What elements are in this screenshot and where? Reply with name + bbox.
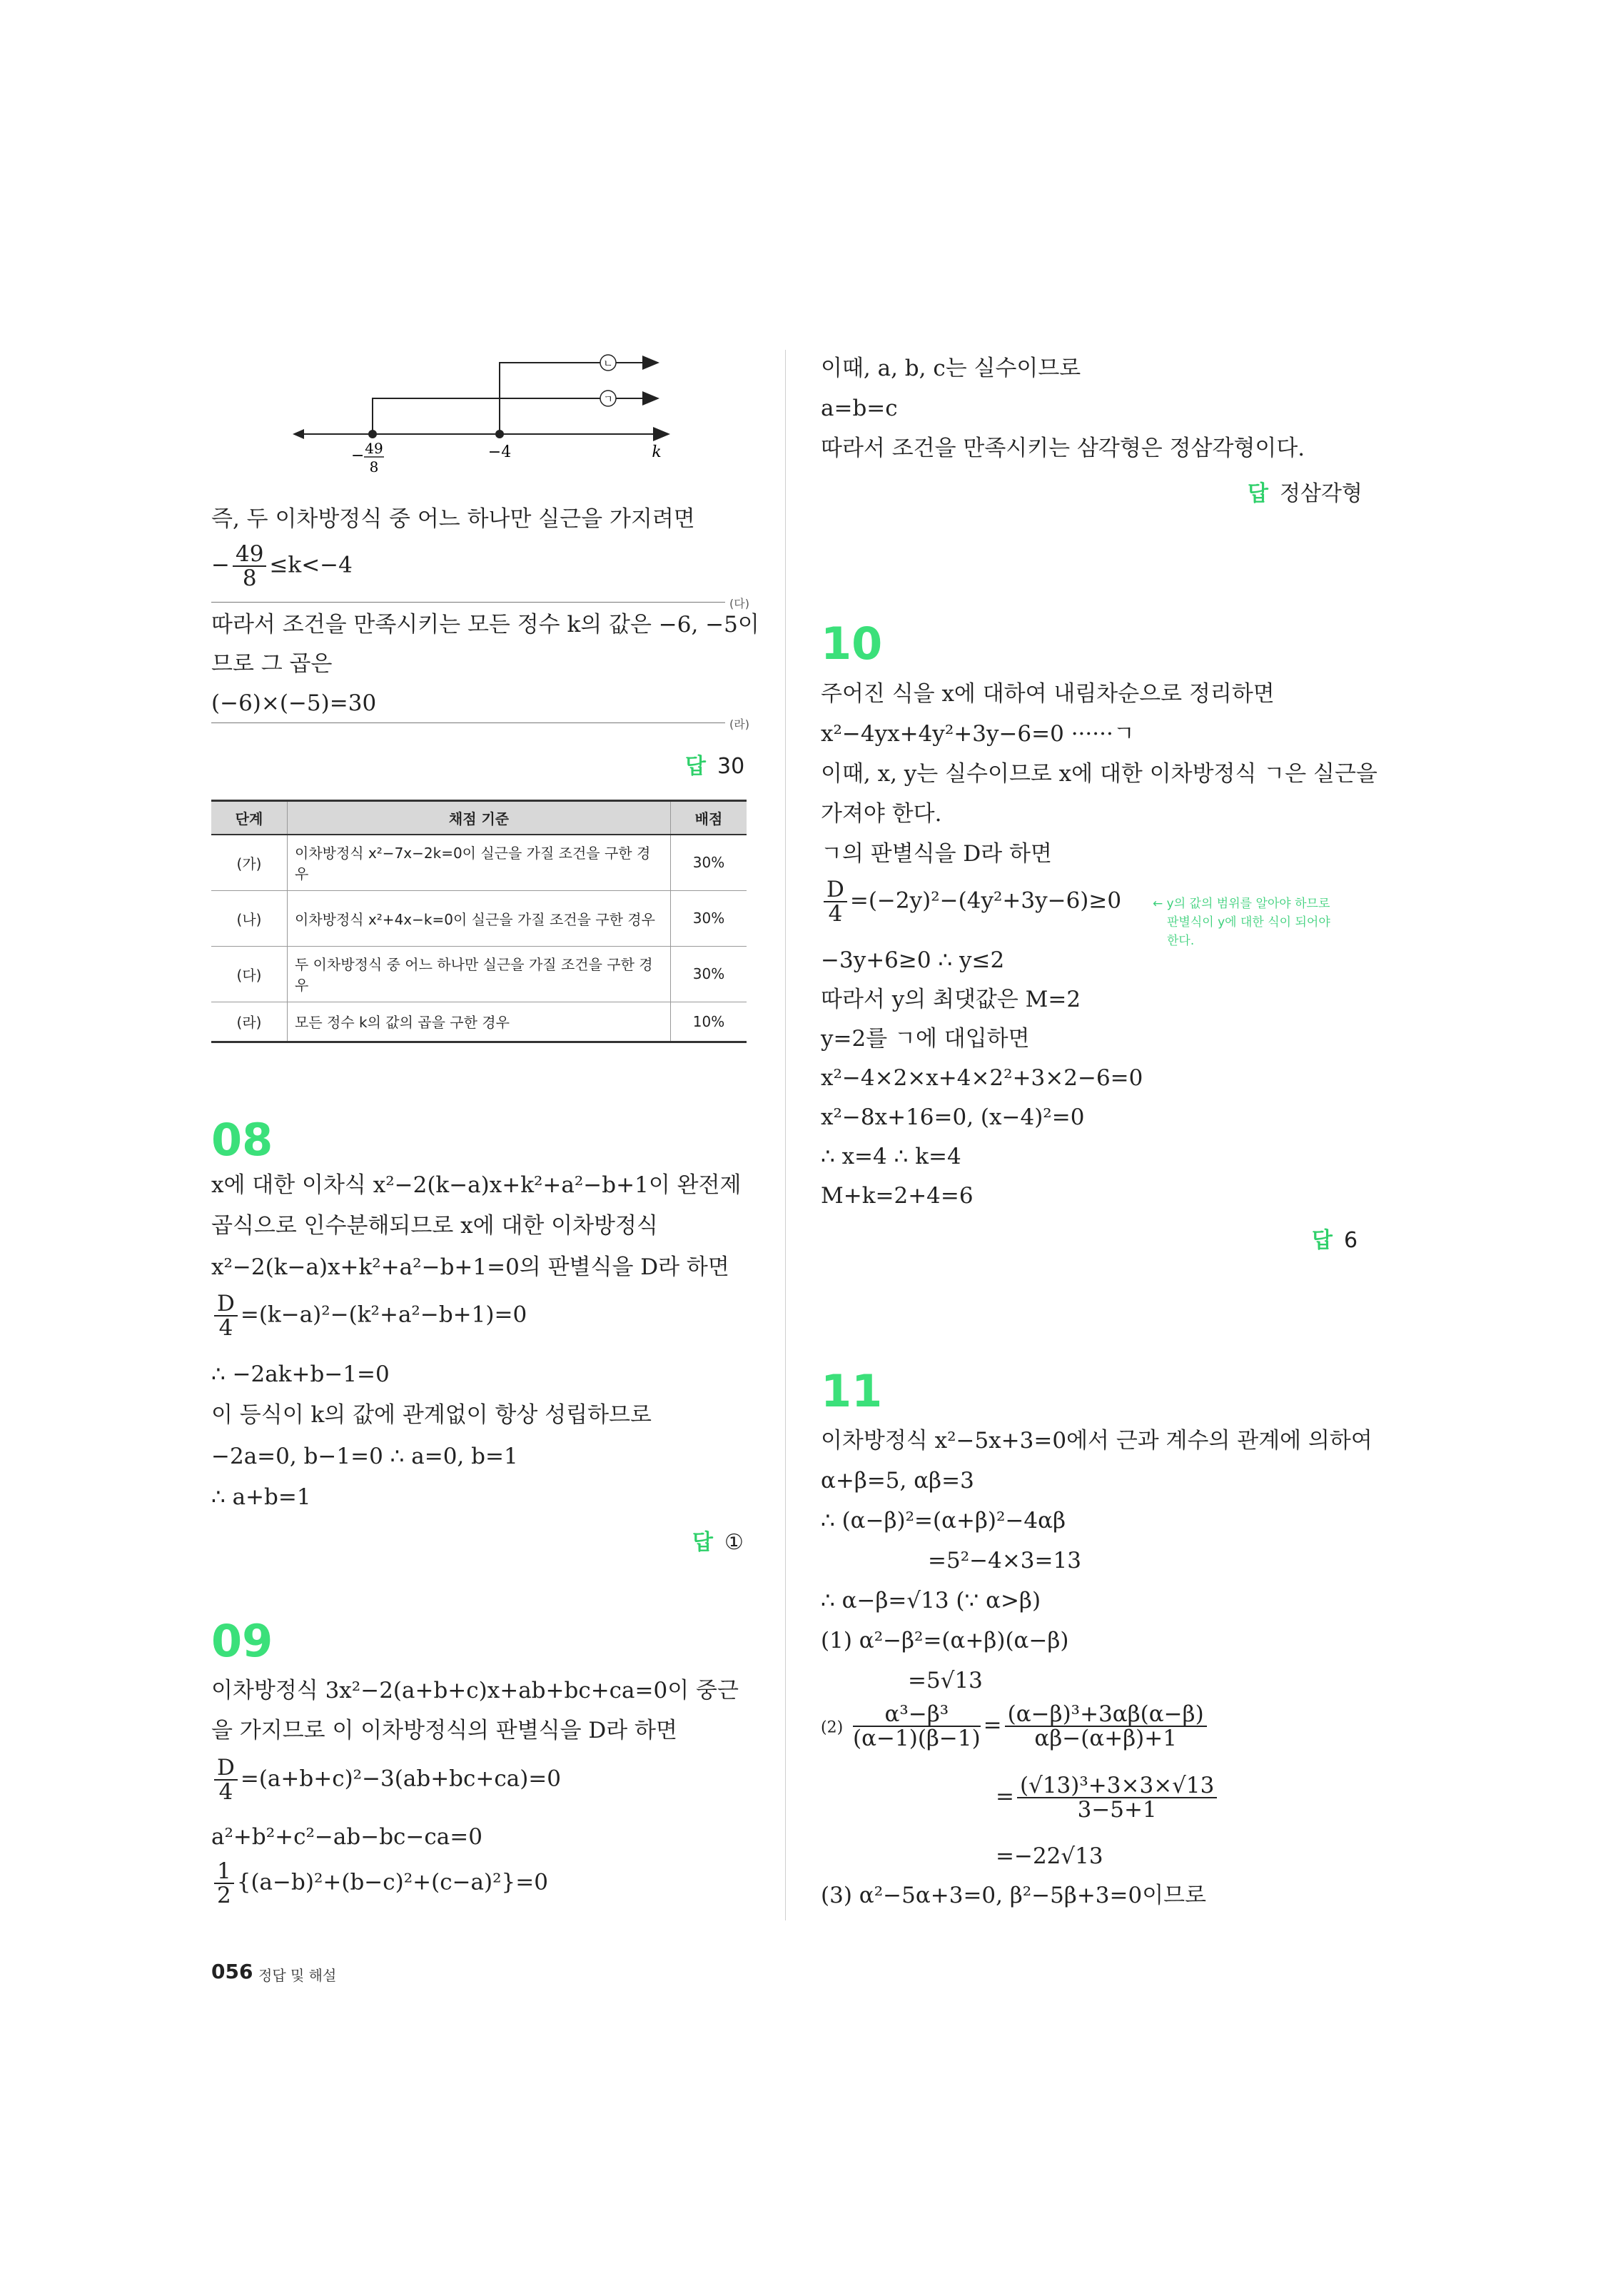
p08-line-5: ∴ −2ak+b−1=0 (211, 1361, 390, 1387)
footer-title: 정답 및 해설 (258, 1967, 337, 1984)
right-line-1: 이때, a, b, c는 실수이므로 (821, 356, 1081, 381)
left-l2-rest: ≤k<−4 (269, 552, 353, 578)
table-row (211, 1002, 747, 1042)
p10-line-13: M+k=2+4=6 (821, 1183, 974, 1209)
table-row (211, 946, 747, 1002)
table-cell: (나) (211, 890, 288, 946)
tick-k: k (652, 443, 662, 461)
answer-09: 답 정삼각형 (1248, 481, 1362, 506)
p10-line-7: −3y+6≥0 ∴ y≤2 (821, 947, 1005, 973)
p09-line-1: 이차방정식 3x²−2(a+b+c)x+ab+bc+ca=0이 중근 (211, 1678, 739, 1703)
p08-line-7: −2a=0, b−1=0 ∴ a=0, b=1 (211, 1444, 518, 1469)
p10-line-10: x²−4×2×x+4×2²+3×2−6=0 (821, 1065, 1143, 1091)
answer-07: 답 30 (685, 754, 745, 779)
table-cell: 두 이차방정식 중 어느 하나만 실근을 가질 조건을 구한 경우 (288, 946, 671, 1002)
p09-line-4: a²+b²+c²−ab−bc−ca=0 (211, 1824, 482, 1850)
tick-sign: − (351, 447, 365, 465)
left-line-1: 즉, 두 이차방정식 중 어느 하나만 실근을 가지려면 (211, 506, 695, 532)
p11-line-7: =5√13 (908, 1668, 983, 1693)
left-l2-sign: − (211, 552, 230, 578)
problem-number-09: 09 (211, 1615, 273, 1667)
p10-line-9: y=2를 ㄱ에 대입하면 (821, 1026, 1030, 1052)
right-line-3: 따라서 조건을 만족시키는 삼각형은 정삼각형이다. (821, 435, 1305, 461)
p10-line-3: 이때, x, y는 실수이므로 x에 대한 이차방정식 ㄱ은 실근을 (821, 761, 1377, 787)
table-cell: 모든 정수 k의 값의 곱을 구한 경우 (288, 1002, 671, 1042)
p08-line-8: ∴ a+b=1 (211, 1484, 311, 1510)
p09-line-2: 을 가지므로 이 이차방정식의 판별식을 D라 하면 (211, 1718, 677, 1743)
p11-line-9: = $\frac{\text{(√13)³+3×3×√13}}{3-5+1}$ (996, 1774, 1220, 1821)
table-header: 단계 (211, 801, 288, 835)
right-line-2: a=b=c (821, 396, 898, 421)
label-circle-b: ㄴ (603, 358, 613, 370)
p11-line-2: α+β=5, αβ=3 (821, 1468, 974, 1494)
p10-line-2: x²−4yx+4y²+3y−6=0 ······ㄱ (821, 721, 1135, 747)
table-header: 배점 (671, 801, 747, 835)
divider (211, 722, 725, 723)
side-note: ← y의 값의 범위를 알아야 하므로 판별식이 y에 대한 식이 되어야 한다. (1153, 897, 1330, 948)
marker-ra: (라) (729, 718, 749, 731)
left-line-3: 따라서 조건을 만족시키는 모든 정수 k의 값은 −6, −5이 (211, 612, 759, 638)
p11-line-4: =5²−4×3=13 (928, 1548, 1081, 1574)
table-cell: (라) (211, 1002, 288, 1042)
table-cell: 30% (671, 890, 747, 946)
table-row (211, 890, 747, 946)
table-cell: 이차방정식 x²−7x−2k=0이 실근을 가질 조건을 구한 경우 (288, 835, 671, 890)
problem-number-10: 10 (821, 618, 883, 670)
left-line-2 (211, 543, 353, 590)
p11-line-10: =−22√13 (996, 1843, 1103, 1869)
p08-line-3: x²−2(k−a)x+k²+a²−b+1=0의 판별식을 D라 하면 (211, 1254, 729, 1280)
point-neg49-8 (368, 430, 377, 438)
grading-table (211, 800, 747, 1043)
tick-neg4: −4 (487, 443, 512, 461)
p10-line-12: ∴ x=4 ∴ k=4 (821, 1144, 961, 1169)
table-cell: 이차방정식 x²+4x−k=0이 실근을 가질 조건을 구한 경우 (288, 890, 671, 946)
label-circle-a: ㄱ (603, 394, 613, 406)
table-cell: 30% (671, 835, 747, 890)
p10-line-5: ㄱ의 판별식을 D라 하면 (821, 841, 1052, 867)
p11-line-6: (1) α²−β²=(α+β)(α−β) (821, 1628, 1069, 1653)
table-cell: 10% (671, 1002, 747, 1042)
problem-number-11: 11 (821, 1365, 883, 1417)
answer-10: 답 6 (1312, 1228, 1358, 1253)
problem-number-08: 08 (211, 1114, 273, 1166)
p11-line-1: 이차방정식 x²−5x+3=0에서 근과 계수의 관계에 의하여 (821, 1428, 1372, 1454)
divider (211, 602, 725, 603)
frac-num: 49 (233, 543, 266, 567)
table-cell: (가) (211, 835, 288, 890)
point-neg4 (495, 430, 504, 438)
table-row (211, 835, 747, 890)
tick-den: 8 (369, 458, 379, 475)
p10-line-6: $\frac{D}{4}$ =(−2y)²−(4y²+3y−6)≥0 (821, 878, 1121, 925)
tick-num: 49 (365, 440, 383, 457)
marker-da: (다) (729, 597, 749, 610)
p10-line-11: x²−8x+16=0, (x−4)²=0 (821, 1104, 1085, 1130)
page-number: 056 (211, 1960, 253, 1983)
left-line-5: (−6)×(−5)=30 (211, 690, 377, 716)
p08-line-6: 이 등식이 k의 값에 관계없이 항상 성립하므로 (211, 1402, 652, 1428)
table-header: 채점 기준 (288, 801, 671, 835)
p11-line-3: ∴ (α−β)²=(α+β)²−4αβ (821, 1508, 1066, 1534)
p11-line-11: (3) α²−5α+3=0, β²−5β+3=0이므로 (821, 1883, 1207, 1908)
frac-den: 8 (242, 565, 257, 591)
p11-line-5: ∴ α−β=√13 (∵ α>β) (821, 1588, 1041, 1613)
column-divider (785, 350, 786, 1920)
p09-line-3: $\frac{D}{4}$ =(a+b+c)²−3(ab+bc+ca)=0 (211, 1756, 561, 1803)
p10-line-4: 가져야 한다. (821, 801, 942, 827)
p10-line-8: 따라서 y의 최댓값은 M=2 (821, 987, 1081, 1012)
left-line-4: 므로 그 곱은 (211, 651, 333, 677)
number-line-diagram (285, 343, 685, 485)
table-cell: 30% (671, 946, 747, 1002)
p09-line-5: $\frac{1}{2}$ {(a−b)²+(b−c)²+(c−a)²}=0 (211, 1860, 548, 1907)
answer-08: 답 ① (692, 1530, 744, 1555)
table-cell: (다) (211, 946, 288, 1002)
p10-line-1: 주어진 식을 x에 대하여 내림차순으로 정리하면 (821, 681, 1275, 707)
p08-line-1: x에 대한 이차식 x²−2(k−a)x+k²+a²−b+1이 완전제 (211, 1172, 742, 1198)
p08-line-4: $\frac{D}{4}$ =(k−a)²−(k²+a²−b+1)=0 (211, 1292, 527, 1339)
p11-line-8: (2) $\frac{\text{α³−β³}}{(\alpha-1)(\beta-1)}$ = $\frac{\text{(α−β)³+3αβ(α−β)}}{\alpha\beta-(\alpha+\beta)+1}$ (821, 1703, 1210, 1750)
p08-line-2: 곱식으로 인수분해되므로 x에 대한 이차방정식 (211, 1213, 658, 1239)
